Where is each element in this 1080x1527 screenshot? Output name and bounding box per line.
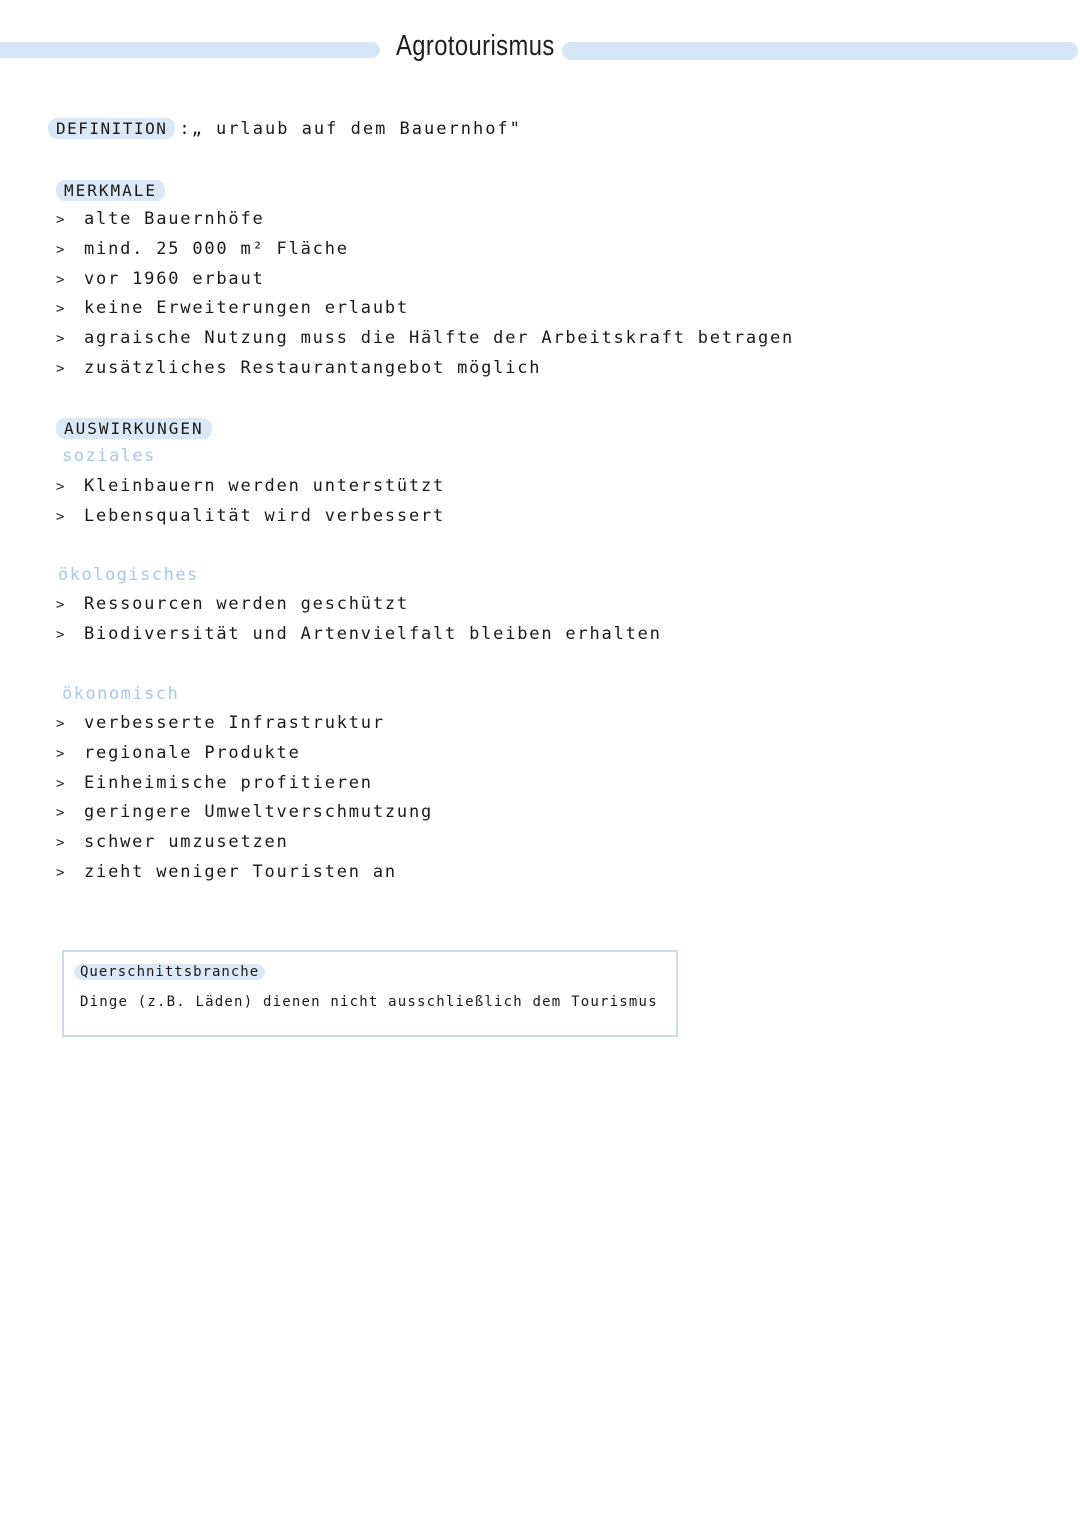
arrow-icon: >	[56, 479, 67, 495]
auswirkungen-heading-label: AUSWIRKUNGEN	[56, 418, 212, 439]
list-item: > zieht weniger Touristen an	[56, 858, 433, 888]
arrow-icon: >	[56, 835, 67, 852]
auswirkungen-heading	[56, 418, 212, 439]
merkmale-list	[56, 205, 794, 384]
arrow-icon: >	[56, 864, 67, 881]
list-item: > Einheimische profitieren	[56, 769, 433, 799]
list-item: > keine Erweiterungen erlaubt	[56, 294, 794, 324]
info-box	[62, 950, 678, 1037]
list-item: > regionale Produkte	[56, 739, 433, 769]
arrow-icon: >	[56, 301, 67, 318]
arrow-icon: >	[56, 241, 67, 258]
arrow-icon: >	[56, 716, 67, 732]
arrow-icon: >	[56, 360, 67, 377]
page-title: Agrotourismus	[396, 30, 555, 62]
arrow-icon: >	[56, 775, 67, 792]
arrow-icon: >	[56, 508, 67, 525]
list-item: > alte Bauernhöfe	[56, 205, 794, 235]
list-item: > vor 1960 erbaut	[56, 265, 794, 295]
list-item: > geringere Umweltverschmutzung	[56, 798, 433, 828]
info-box-title: Querschnittsbranche	[74, 964, 265, 980]
title-underline-left	[0, 42, 380, 58]
list-item: > Kleinbauern werden unterstützt	[56, 472, 445, 502]
arrow-icon: >	[56, 626, 67, 643]
soziales-subheading: soziales	[62, 446, 156, 466]
list-item: > mind. 25 000 m² Fläche	[56, 235, 794, 265]
list-item: > Biodiversität und Artenvielfalt bleiben erhalten	[56, 620, 662, 650]
list-item: > Ressourcen werden geschützt	[56, 590, 662, 620]
list-item: > verbesserte Infrastruktur	[56, 709, 433, 739]
arrow-icon: >	[56, 597, 67, 613]
oekonomisch-subheading: ökonomisch	[62, 684, 180, 704]
info-box-text: Dinge (z.B. Läden) dienen nicht ausschließlich dem Tourismus	[80, 994, 658, 1010]
oekologisches-subheading: ökologisches	[58, 565, 199, 585]
arrow-icon: >	[56, 805, 67, 822]
list-item: > agraische Nutzung muss die Hälfte der Arbeitskraft betragen	[56, 324, 794, 354]
oekologisches-list	[56, 590, 662, 650]
definition-label: DEFINITION	[48, 118, 175, 139]
list-item: > zusätzliches Restaurantangebot möglich	[56, 354, 794, 384]
merkmale-heading	[56, 180, 165, 201]
arrow-icon: >	[56, 212, 67, 228]
definition-text: :„ urlaub auf dem Bauernhof"	[179, 119, 522, 139]
list-item: > schwer umzusetzen	[56, 828, 433, 858]
arrow-icon: >	[56, 331, 67, 348]
title-underline-right	[562, 42, 1078, 60]
list-item: > Lebensqualität wird verbessert	[56, 502, 445, 532]
merkmale-heading-label: MERKMALE	[56, 180, 165, 201]
arrow-icon: >	[56, 271, 67, 288]
oekonomisch-list	[56, 709, 433, 888]
soziales-list	[56, 472, 445, 532]
arrow-icon: >	[56, 745, 67, 762]
definition-line	[48, 118, 522, 139]
